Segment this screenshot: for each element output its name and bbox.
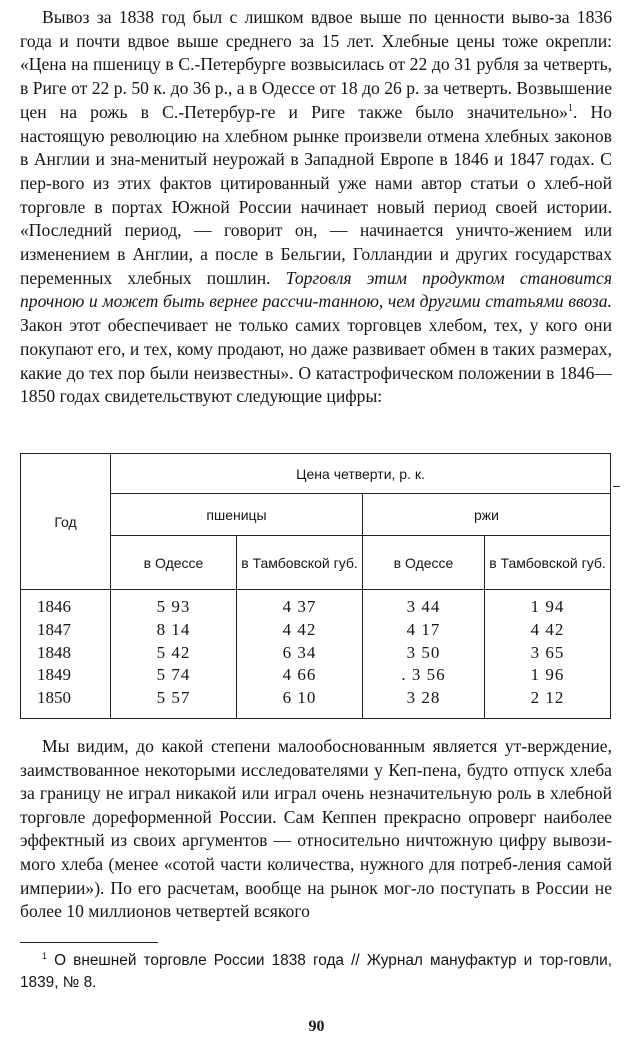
sub-header-wheat-odessa: в Одессе [111, 536, 237, 590]
italic-quote: Торговля этим продуктом становится прочною и может быть вернее рассчи-танною, чем другими статьями ввоза. [20, 267, 612, 312]
cell-wheat-tambov: 6 34 [237, 642, 363, 665]
cell-wheat-odessa: 5 74 [111, 664, 237, 687]
sub-header-rye-tambov: в Тамбовской губ. [485, 536, 611, 590]
cell-rye-odessa: 3 44 [363, 590, 485, 619]
cell-rye-tambov: 2 12 [485, 687, 611, 718]
sub-header-wheat-tambov: в Тамбовской губ. [237, 536, 363, 590]
table-row [21, 590, 611, 619]
paragraph-text-b: . Но настоящую революцию на хлебном рынке произвели отмена хлебных законов в Англии и зна-менитый неурожай в Западной Европе в 1846 и 1847 годах. С пер-вого из этих фактов цитированный уже нами автор статьи о хлеб-ной торговле в портах Южной России начинает новый период своей истории. «Последний период, — говорит он, — начинается уничто-жением или изменением в Англии, а после в Бельгии, Голландии и других государствах переменных хлебных пошлин. [20, 101, 612, 288]
cell-year: 1848 [21, 642, 111, 665]
footnote [20, 950, 612, 993]
margin-mark [613, 486, 620, 487]
footnote-separator [20, 942, 158, 943]
sub-header-rye-odessa: в Одессе [363, 536, 485, 590]
cell-rye-odessa: 3 50 [363, 642, 485, 665]
cell-year: 1847 [21, 619, 111, 642]
footnote-mark: 1 [42, 950, 48, 961]
price-header: Цена четверти, р. к. [111, 454, 611, 494]
cell-rye-tambov: 3 65 [485, 642, 611, 665]
paragraph-text-c: Закон этот обеспечивает не только самих торговцев хлебом, тех, у кого они покупают его, и тех, кому продают, но даже развивает обмен в таких размерах, какие до тех пор были неизвестны». О катастрофическом положении в 1846—1850 годах свидетельствуют следующие цифры: [20, 315, 612, 407]
cell-wheat-tambov: 4 42 [237, 619, 363, 642]
paragraph-export-1838 [20, 6, 612, 409]
cell-year: 1850 [21, 687, 111, 718]
rye-header: ржи [363, 494, 611, 536]
table-row [21, 642, 611, 665]
paragraph-text-a: Вывоз за 1838 год был с лишком вдвое выше по ценности выво-за 1836 года и почти вдвое выше среднего за 15 лет. Хлебные цены тоже окрепли: «Цена на пшеницу в С.-Петербурге возвысилась от 22 до 31 рубля за четверть, в Риге от 22 р. 50 к. до 36 р., а в Одессе от 18 до 26 р. за четверть. Возвышение цен на рожь в С.-Петербур-ге и Риге также было значительно» [20, 7, 613, 122]
footnote-text: О внешней торговле России 1838 года // Журнал мануфактур и тор-говли, 1839, № 8. [20, 952, 612, 991]
grain-price-table [20, 453, 611, 719]
cell-wheat-tambov: 4 37 [237, 590, 363, 619]
cell-year: 1849 [21, 664, 111, 687]
cell-rye-odessa: 4 17 [363, 619, 485, 642]
year-header: Год [21, 454, 111, 590]
paragraph-keppen: Мы видим, до какой степени малообоснованным является ут-верждение, заимствованное некоторыми исследователями у Кеп-пена, будто отпуск хлеба за границу не играл никакой или играл очень незначительную роль в хлебной торговле дореформенной России. Сам Кеппен прекрасно опроверг наиболее эффектный из своих аргументов — относительно ничтожную цифру вывози-мого хлеба (менее «сотой части количества, нужного для потреб-ления самой империи»). По его расчетам, вообще на рынок мог-ло поступать в России не более 10 миллионов четвертей всякого [20, 736, 612, 922]
cell-wheat-odessa: 5 93 [111, 590, 237, 619]
cell-rye-odessa: 3 28 [363, 687, 485, 718]
cell-rye-tambov: 1 94 [485, 590, 611, 619]
cell-rye-tambov: 1 96 [485, 664, 611, 687]
cell-wheat-odessa: 8 14 [111, 619, 237, 642]
wheat-header: пшеницы [111, 494, 363, 536]
cell-year: 1846 [21, 590, 111, 619]
cell-wheat-odessa: 5 42 [111, 642, 237, 665]
cell-rye-odessa: . 3 56 [363, 664, 485, 687]
cell-wheat-tambov: 6 10 [237, 687, 363, 718]
footnote-reference[interactable]: 1 [567, 102, 573, 114]
cell-rye-tambov: 4 42 [485, 619, 611, 642]
table-row [21, 687, 611, 718]
page-number: 90 [308, 1018, 325, 1035]
table-row [21, 664, 611, 687]
cell-wheat-odessa: 5 57 [111, 687, 237, 718]
cell-wheat-tambov: 4 66 [237, 664, 363, 687]
table-row [21, 619, 611, 642]
